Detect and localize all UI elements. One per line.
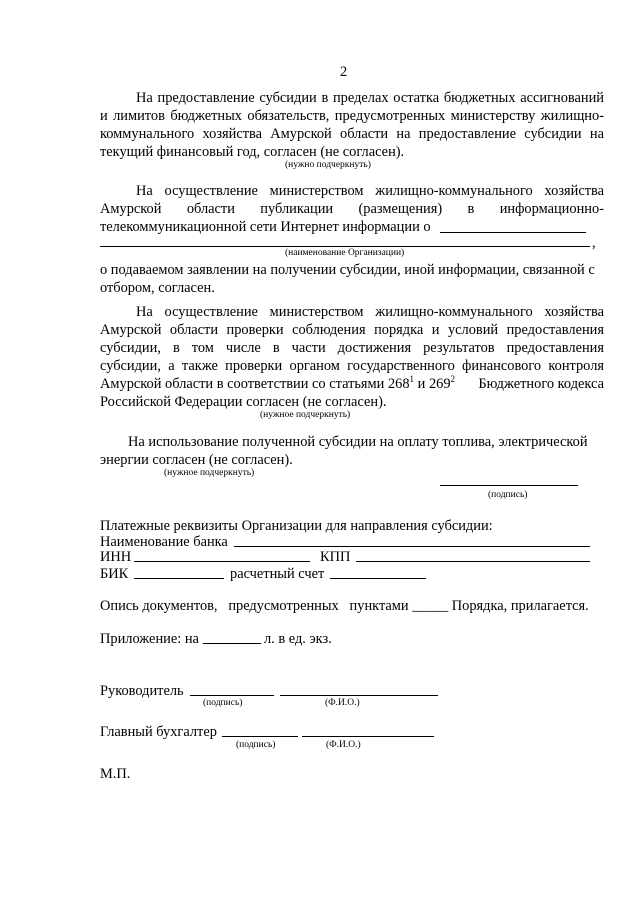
head-name-note: (Ф.И.О.)	[325, 698, 360, 708]
block4-line-1: На использование полученной субсидии на оплату топлива, электрической	[128, 434, 588, 450]
block2-line-6: отбором, согласен.	[100, 280, 215, 296]
head-signature-field[interactable]	[190, 695, 274, 696]
kpp-field[interactable]	[356, 561, 590, 562]
block2-word-4: (размещения)	[358, 201, 443, 217]
block1-note: (нужно подчеркнуть)	[285, 160, 371, 170]
attachment-suffix: л. в ед. экз.	[264, 631, 332, 647]
block3-articles-text: Амурской области в соответствии со статьями 268	[100, 376, 410, 392]
block1-line-4: текущий финансовый год, согласен (не согласен).	[100, 144, 405, 160]
bank-name-label: Наименование банка	[100, 534, 228, 550]
accountant-name-note: (Ф.И.О.)	[326, 740, 361, 750]
kpp-label: КПП	[320, 549, 351, 565]
organization-info-line	[440, 232, 586, 233]
attachment-pages-field[interactable]	[203, 643, 261, 644]
accountant-signature-field[interactable]	[222, 736, 298, 737]
block4-note: (нужное подчеркнуть)	[164, 468, 255, 478]
block2-line-1: На осуществление министерством жилищно-коммунального хозяйства	[136, 183, 604, 199]
block3-code-text: Бюджетного кодекса	[478, 376, 604, 392]
head-label: Руководитель	[100, 683, 184, 699]
stamp-mark: М.П.	[100, 766, 131, 782]
block1-line-3: коммунального хозяйства Амурской области на предоставление субсидии на	[100, 126, 604, 142]
block1-line-1: На предоставление субсидии в пределах остатка бюджетных ассигнований	[136, 90, 604, 106]
block2-word-2: области	[186, 201, 235, 217]
block3-line-2: Амурской области проверки соблюдения порядка и условий предоставления	[100, 322, 604, 338]
block3-line-6: Российской Федерации согласен (не согласен).	[100, 394, 387, 410]
bik-field[interactable]	[134, 578, 224, 579]
block4-line-2: энергии согласен (не согласен).	[100, 452, 293, 468]
accountant-label: Главный бухгалтер	[100, 724, 217, 740]
block3-line-5-text	[100, 376, 455, 392]
block3-note: (нужное подчеркнуть)	[260, 410, 351, 420]
signature-note: (подпись)	[488, 490, 528, 500]
block3-line-5	[100, 376, 604, 392]
block2-word-3: публикации	[260, 201, 334, 217]
block1-line-2: и лимитов бюджетных обязательств, предусмотренных министерству жилищно-	[100, 108, 604, 124]
block2-line-2	[100, 201, 604, 217]
organization-name-note: (наименование Организации)	[285, 248, 405, 258]
inn-field[interactable]	[134, 561, 310, 562]
inventory-text: Опись документов, предусмотренных пунктами _____ Порядка, прилагается.	[100, 598, 589, 614]
account-field[interactable]	[330, 578, 426, 579]
block2-word-5: в	[467, 201, 475, 217]
superscript-2: 2	[450, 374, 456, 385]
block3-articles-and: и 269	[414, 376, 451, 392]
bik-label: БИК	[100, 566, 129, 582]
head-signature-note: (подпись)	[203, 698, 243, 708]
attachment-label: Приложение: на	[100, 631, 199, 647]
block2-line-5: о подаваемом заявлении на получении субсидии, иной информации, связанной с	[100, 262, 595, 278]
inn-label: ИНН	[100, 549, 132, 565]
block2-word-6: информационно-	[499, 201, 604, 217]
signature-line	[440, 485, 578, 486]
requisites-title: Платежные реквизиты Организации для направления субсидии:	[100, 518, 493, 534]
block2-line-4-comma: ,	[592, 235, 596, 251]
accountant-name-field[interactable]	[302, 736, 434, 737]
block3-line-4: субсидии, а также проверки органом государственного финансового контроля	[100, 358, 604, 374]
superscript-1: 1	[409, 374, 415, 385]
organization-name-line	[100, 246, 590, 247]
block2-line-3: телекоммуникационной сети Интернет информации о	[100, 219, 431, 235]
block2-word-1: Амурской	[100, 201, 162, 217]
page-number: 2	[340, 64, 348, 80]
accountant-signature-note: (подпись)	[236, 740, 276, 750]
block3-line-3: субсидии, в том числе в части достижения результатов предоставления	[100, 340, 604, 356]
head-name-field[interactable]	[280, 695, 438, 696]
bank-name-field[interactable]	[234, 546, 590, 547]
account-label: расчетный счет	[230, 566, 325, 582]
block3-line-1: На осуществление министерством жилищно-коммунального хозяйства	[136, 304, 604, 320]
